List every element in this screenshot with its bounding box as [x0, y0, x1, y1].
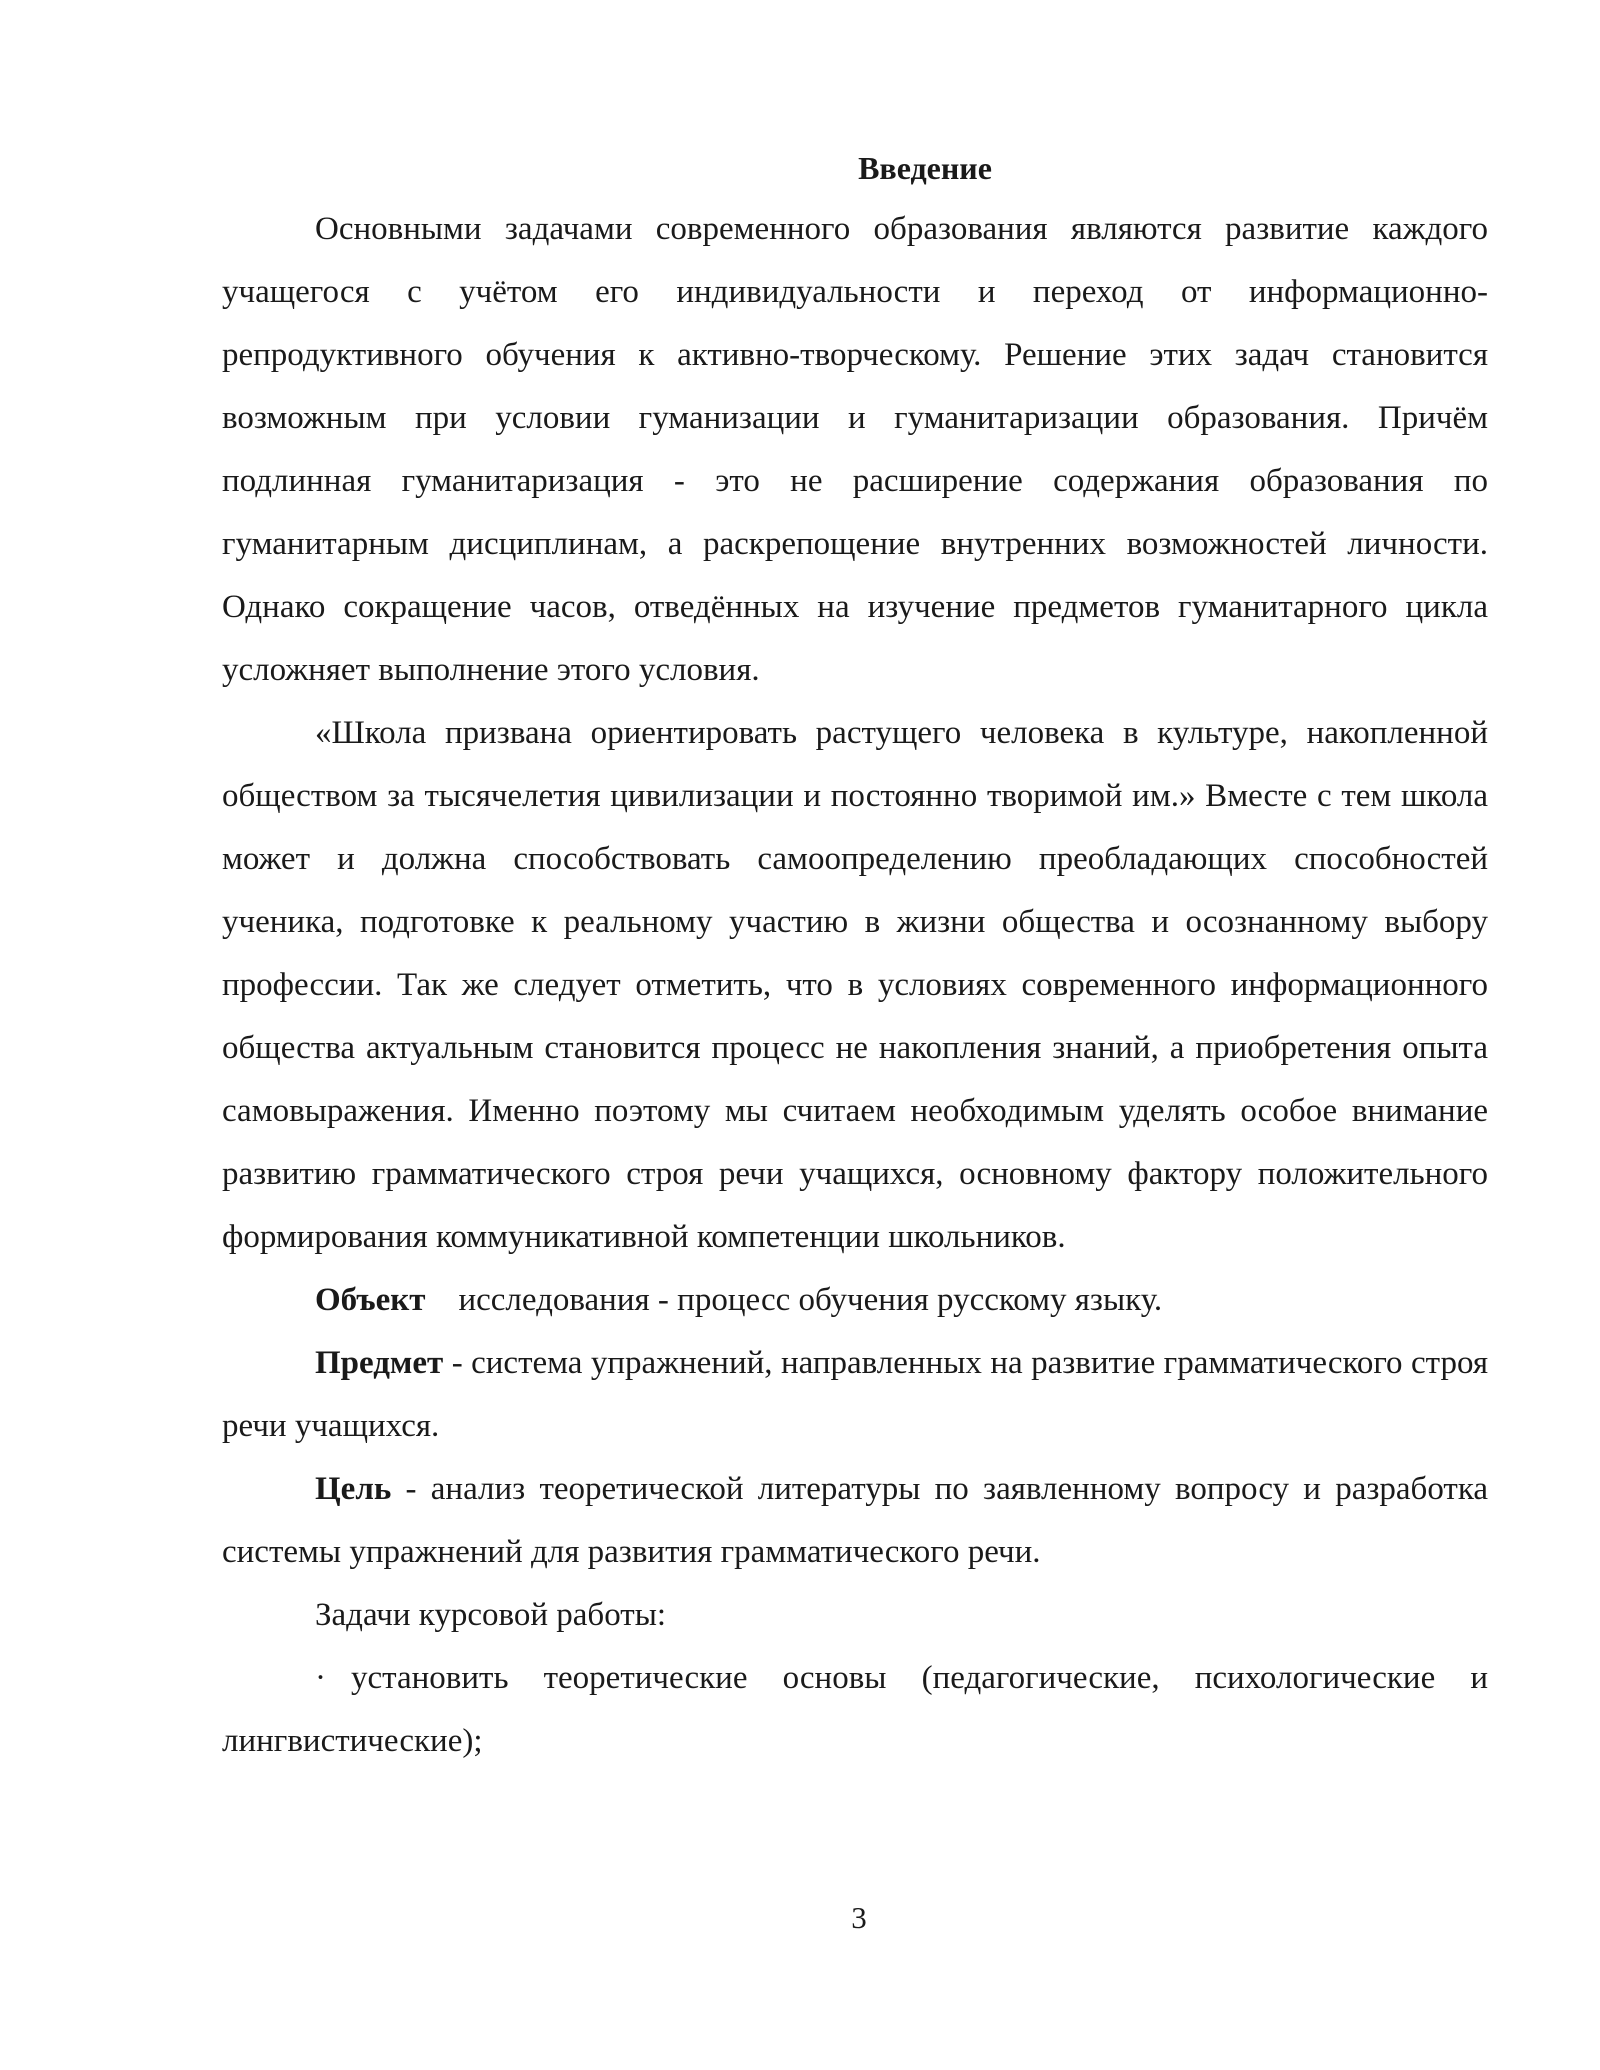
intro-paragraph: Основными задачами современного образования являются развитие каждого учащегося с учётом его индивидуальности и переход от информационно-репродуктивного обучения к активно-творческому. Решение этих задач становится возможным при условии гуманизации и гуманитаризации образования. Причём подлинная гуманитаризация - это не расширение содержания образования по гуманитарным дисциплинам, а раскрепощение внутренних возможностей личности. Однако сокращение часов, отведённых на изучение предметов гуманитарного цикла усложняет выполнение этого условия. [222, 211, 1488, 688]
tasks-heading: Задачи курсовой работы: [315, 1597, 667, 1633]
object-label: Объект [315, 1282, 426, 1318]
task-list-item [222, 1647, 1488, 1773]
goal-text: - анализ теоретической литературы по заявленному вопросу и разработка системы упражнений для развития грамматического речи. [222, 1471, 1488, 1570]
bullet-icon: · [315, 1660, 326, 1696]
object-paragraph [222, 1269, 1488, 1332]
document-page [222, 148, 1488, 1773]
section-title: Введение [858, 150, 992, 186]
task-text: установить теоретические основы (педагогические, психологические и лингвистические); [222, 1660, 1488, 1759]
goal-label: Цель [315, 1471, 392, 1507]
subject-paragraph [222, 1332, 1488, 1458]
subject-text: - система упражнений, направленных на развитие грамматического строя речи учащихся. [222, 1345, 1488, 1444]
subject-label: Предмет [315, 1345, 444, 1381]
goal-paragraph [222, 1458, 1488, 1584]
quote-paragraph: «Школа призвана ориентировать растущего человека в культуре, накопленной обществом за тысячелетия цивилизации и постоянно творимой им.» Вместе с тем школа может и должна способствовать самоопределению преобладающих способностей ученика, подготовке к реальному участию в жизни общества и осознанному выбору профессии. Так же следует отметить, что в условиях современного информационного общества актуальным становится процесс не накопления знаний, а приобретения опыта самовыражения. Именно поэтому мы считаем необходимым уделять особое внимание развитию грамматического строя речи учащихся, основному фактору положительного формирования коммуникативной компетенции школьников. [222, 715, 1488, 1255]
page-number: 3 [851, 1900, 867, 1935]
object-text: исследования - процесс обучения русскому языку. [458, 1282, 1163, 1318]
